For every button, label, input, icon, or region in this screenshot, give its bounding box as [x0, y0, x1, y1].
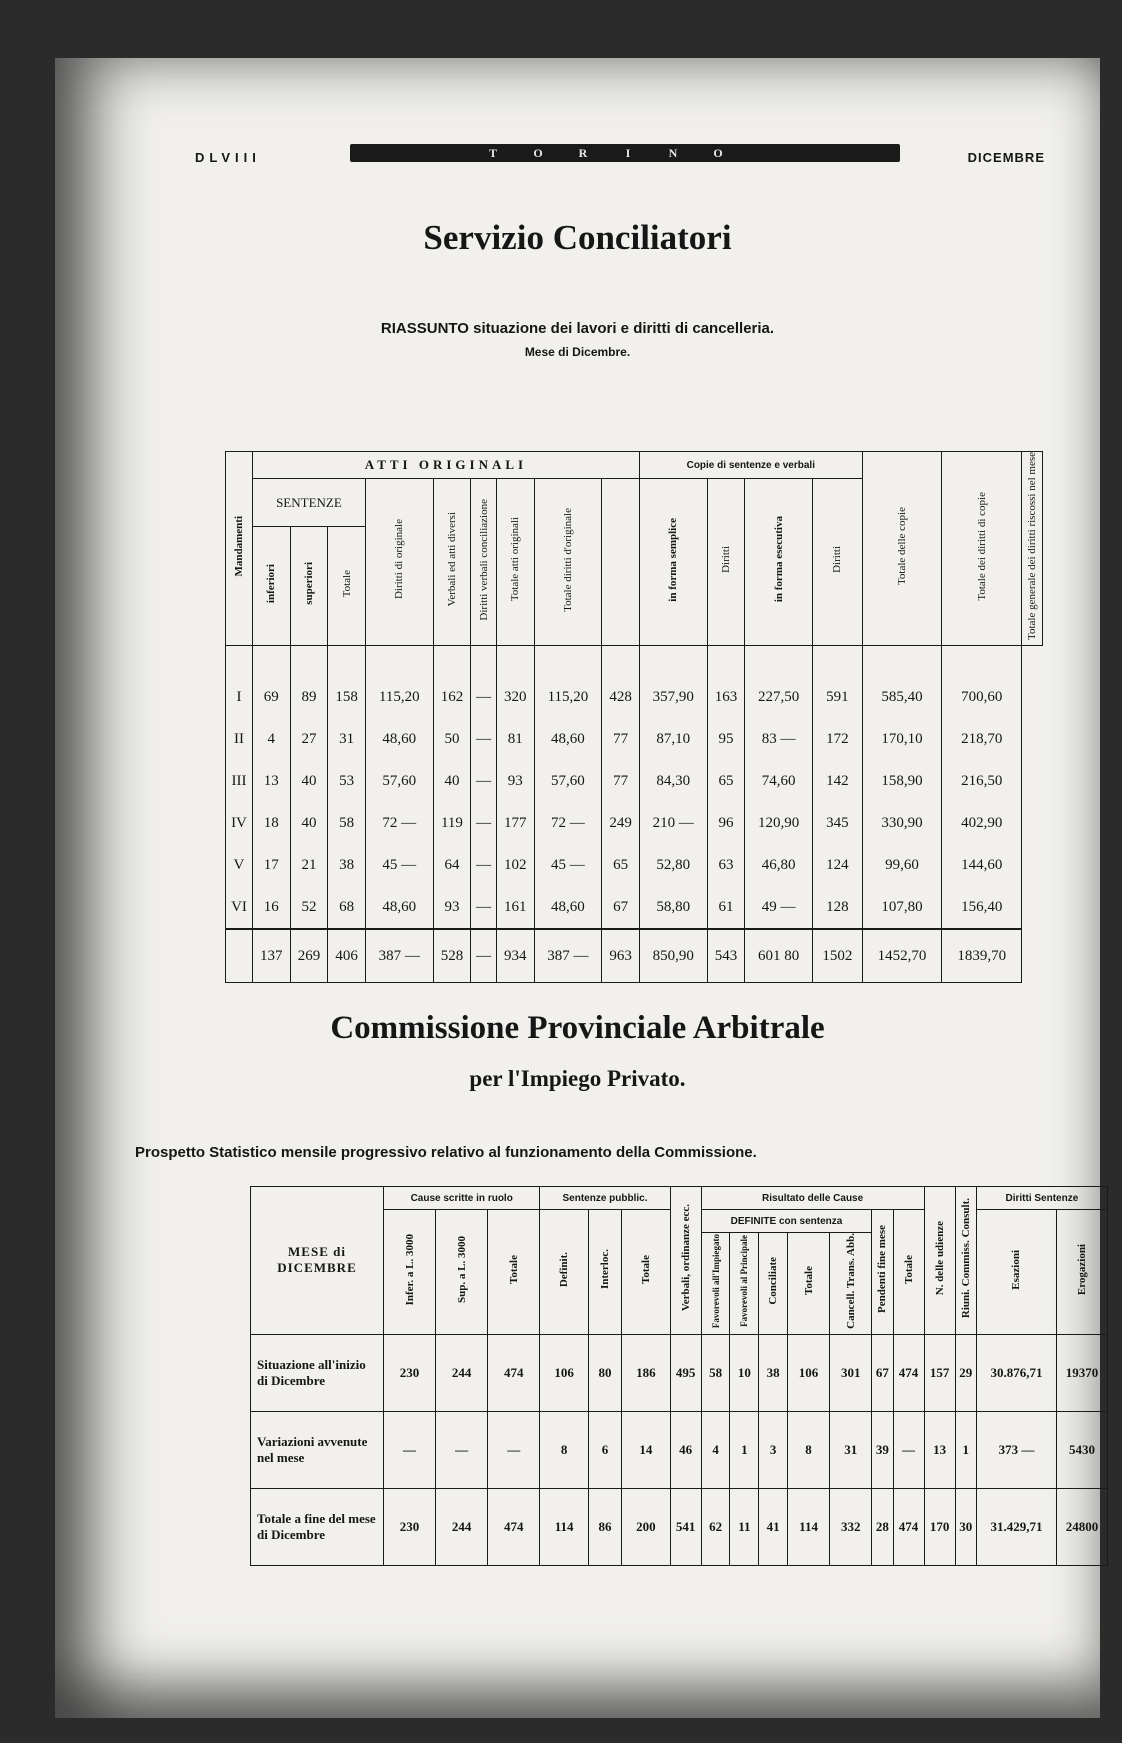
table-cell: 8 — [540, 1411, 589, 1488]
table-cell: 177 — [496, 802, 534, 844]
table-cell: 29 — [955, 1334, 976, 1411]
total-cell — [226, 929, 253, 983]
table-cell: 11 — [730, 1488, 759, 1565]
table-cell: 216,50 — [942, 760, 1022, 802]
group-header-definite: DEFINITE con sentenza — [701, 1210, 872, 1233]
table-cell: 62 — [701, 1488, 730, 1565]
table-row — [226, 646, 1043, 719]
table-cell: 128 — [812, 886, 862, 929]
empty-col — [602, 479, 640, 646]
section-title: Commissione Provinciale Arbitrale — [330, 1010, 825, 1046]
total-cell: 1452,70 — [862, 929, 942, 983]
total-cell: — — [471, 929, 497, 983]
totals-row — [226, 929, 1043, 983]
table-cell: 124 — [812, 844, 862, 886]
mandamento-cell: VI — [226, 886, 253, 929]
table-cell: 428 — [602, 646, 640, 719]
table-row — [226, 844, 1043, 886]
table-cell: 144,60 — [942, 844, 1022, 886]
summary-month: Mese di Dicembre. — [524, 345, 631, 359]
summary-heading: RIASSUNTO situazione dei lavori e diritti di cancelleria. — [380, 320, 775, 337]
table-cell: 41 — [759, 1488, 788, 1565]
table-cell: 58,80 — [639, 886, 707, 929]
mandamento-cell: I — [226, 646, 253, 719]
col-header: Diritti — [707, 479, 745, 646]
table-cell: 28 — [872, 1488, 893, 1565]
total-cell: 387 — — [534, 929, 602, 983]
table-cell: — — [436, 1411, 488, 1488]
table-cell: 585,40 — [862, 646, 942, 719]
table-cell: 38 — [328, 844, 366, 886]
total-cell: 406 — [328, 929, 366, 983]
table-cell: 115,20 — [365, 646, 433, 719]
table-cell: 14 — [622, 1411, 671, 1488]
table-cell: 31.429,71 — [976, 1488, 1056, 1565]
table-cell: 249 — [602, 802, 640, 844]
table-cell: 17 — [252, 844, 290, 886]
table-cell: 84,30 — [639, 760, 707, 802]
table-cell: 119 — [433, 802, 471, 844]
table-row — [251, 1411, 1108, 1488]
table-cell: 24800 — [1057, 1488, 1108, 1565]
page-number: DLVIII — [195, 150, 261, 165]
table-cell: 40 — [290, 760, 328, 802]
table-cell: 52,80 — [639, 844, 707, 886]
table-cell: 65 — [602, 844, 640, 886]
total-cell: 1839,70 — [942, 929, 1022, 983]
table-cell: 10 — [730, 1334, 759, 1411]
table-cell: 40 — [290, 802, 328, 844]
table-cell: 474 — [893, 1488, 924, 1565]
table-cell: 39 — [872, 1411, 893, 1488]
table-cell: 48,60 — [365, 886, 433, 929]
table-cell: 373 — — [976, 1411, 1056, 1488]
table-cell: 48,60 — [534, 886, 602, 929]
col-header: Totale atti originali — [496, 479, 534, 646]
table-row — [251, 1334, 1108, 1411]
table-cell: 114 — [787, 1488, 829, 1565]
table-cell: 157 — [924, 1334, 955, 1411]
col-header: Cancell. Trans. Abb. — [830, 1233, 872, 1335]
table-row — [226, 718, 1043, 760]
table-cell: 244 — [436, 1334, 488, 1411]
group-header-sentenze: Sentenze pubblic. — [540, 1187, 670, 1210]
col-header: Diritti verbali conciliazione — [471, 479, 497, 646]
col-header: Totale — [328, 527, 366, 646]
mandamento-cell: III — [226, 760, 253, 802]
col-header: Verbali, ordinanze ecc. — [670, 1187, 701, 1335]
table-cell: 31 — [830, 1411, 872, 1488]
table-cell: — — [384, 1411, 436, 1488]
table-cell: 72 — — [365, 802, 433, 844]
table-cell: 53 — [328, 760, 366, 802]
table-cell: 170 — [924, 1488, 955, 1565]
stats-heading: Prospetto Statistico mensile progressivo relativo al funzionamento della Commissione. — [135, 1144, 757, 1161]
table-cell: 13 — [924, 1411, 955, 1488]
col-header: Totale — [622, 1210, 671, 1335]
table-cell: 96 — [707, 802, 745, 844]
table-cell: 61 — [707, 886, 745, 929]
table-cell: 474 — [488, 1334, 540, 1411]
total-cell: 1502 — [812, 929, 862, 983]
section-title: Servizio Conciliatori — [423, 218, 732, 257]
table-cell: 30.876,71 — [976, 1334, 1056, 1411]
table-cell: 16 — [252, 886, 290, 929]
table-cell: 52 — [290, 886, 328, 929]
ornament-letter: R — [578, 146, 588, 160]
col-header: Infer. a L. 3000 — [384, 1210, 436, 1335]
table-cell: 244 — [436, 1488, 488, 1565]
table-cell: 87,10 — [639, 718, 707, 760]
table-cell: — — [471, 718, 497, 760]
table-cell: 74,60 — [745, 760, 813, 802]
col-header: inferiori — [252, 527, 290, 646]
table-cell: — — [893, 1411, 924, 1488]
total-cell: 137 — [252, 929, 290, 983]
table-cell: 48,60 — [365, 718, 433, 760]
table-cell: 58 — [701, 1334, 730, 1411]
table-cell: 6 — [588, 1411, 621, 1488]
table-cell: 402,90 — [942, 802, 1022, 844]
col-header: Conciliate — [759, 1233, 788, 1335]
col-header: Pendenti fine mese — [872, 1210, 893, 1335]
table-cell: 67 — [872, 1334, 893, 1411]
col-header: Favorevoli al Principale — [730, 1233, 759, 1335]
col-header: Totale diritti d'originale — [534, 479, 602, 646]
total-cell: 387 — — [365, 929, 433, 983]
total-cell: 269 — [290, 929, 328, 983]
table-cell: 156,40 — [942, 886, 1022, 929]
table-cell: 591 — [812, 646, 862, 719]
table-cell: 65 — [707, 760, 745, 802]
conciliatori-table — [225, 451, 1043, 983]
table-cell: 330,90 — [862, 802, 942, 844]
table-cell: 474 — [893, 1334, 924, 1411]
table-cell: — — [471, 760, 497, 802]
group-header-diritti: Diritti Sentenze — [976, 1187, 1107, 1210]
table-cell: 45 — — [365, 844, 433, 886]
table-cell: 57,60 — [365, 760, 433, 802]
col-header: in forma semplice — [639, 479, 707, 646]
table-cell: 158 — [328, 646, 366, 719]
col-header: Totale — [488, 1210, 540, 1335]
group-header-risultato: Risultato delle Cause — [701, 1187, 924, 1210]
table-row — [226, 802, 1043, 844]
table-cell: 69 — [252, 646, 290, 719]
table-cell: 13 — [252, 760, 290, 802]
table-cell: 230 — [384, 1334, 436, 1411]
table-cell: 114 — [540, 1488, 589, 1565]
ornament-letter: T — [488, 146, 497, 160]
table-cell: 89 — [290, 646, 328, 719]
col-header: Interloc. — [588, 1210, 621, 1335]
mese-header: MESE di DICEMBRE — [251, 1187, 384, 1335]
table-cell: 1 — [955, 1411, 976, 1488]
col-header: in forma esecutiva — [745, 479, 813, 646]
table-cell: 230 — [384, 1488, 436, 1565]
table-cell: 332 — [830, 1488, 872, 1565]
table-cell: 46 — [670, 1411, 701, 1488]
table-cell: 99,60 — [862, 844, 942, 886]
table-cell: 474 — [488, 1488, 540, 1565]
table-cell: 72 — — [534, 802, 602, 844]
col-header: Sup. a L. 3000 — [436, 1210, 488, 1335]
col-header: Totale delle copie — [862, 452, 942, 646]
table-cell: 68 — [328, 886, 366, 929]
table-cell: 5430 — [1057, 1411, 1108, 1488]
table-cell: 102 — [496, 844, 534, 886]
total-cell: 528 — [433, 929, 471, 983]
ornament-letter: O — [533, 146, 543, 160]
group-header-cause: Cause scritte in ruolo — [384, 1187, 540, 1210]
col-header: Mandamenti — [226, 452, 253, 646]
ornament-letter: I — [625, 146, 631, 160]
table-cell: 4 — [701, 1411, 730, 1488]
table-cell: 30 — [955, 1488, 976, 1565]
ornament-band — [350, 144, 900, 162]
total-cell: 934 — [496, 929, 534, 983]
table-cell: 320 — [496, 646, 534, 719]
col-header: Erogazioni — [1057, 1210, 1108, 1335]
col-header: Totale generale dei diritti riscossi nel mese — [1022, 452, 1043, 646]
section-subtitle: per l'Impiego Privato. — [469, 1066, 686, 1091]
table-cell: 8 — [787, 1411, 829, 1488]
col-header: N. delle udienze — [924, 1187, 955, 1335]
col-header: Esazioni — [976, 1210, 1056, 1335]
table-cell: 21 — [290, 844, 328, 886]
table-cell: 210 — — [639, 802, 707, 844]
col-header: Totale dei diritti di copie — [942, 452, 1022, 646]
table-cell: 81 — [496, 718, 534, 760]
table-cell: 106 — [540, 1334, 589, 1411]
table-cell: 93 — [496, 760, 534, 802]
table-cell: — — [471, 844, 497, 886]
table-cell: 67 — [602, 886, 640, 929]
table-cell: 95 — [707, 718, 745, 760]
table-cell: 162 — [433, 646, 471, 719]
table-cell: 170,10 — [862, 718, 942, 760]
row-label: Totale a fine del mese di Dicembre — [251, 1488, 384, 1565]
total-cell: 850,90 — [639, 929, 707, 983]
col-header: Totale — [893, 1210, 924, 1335]
table-cell: 86 — [588, 1488, 621, 1565]
table-cell: 18 — [252, 802, 290, 844]
table-cell: 57,60 — [534, 760, 602, 802]
col-header: Favorevoli all'Impiegato — [701, 1233, 730, 1335]
table-row — [226, 886, 1043, 929]
table-cell: 83 — — [745, 718, 813, 760]
document-page — [55, 58, 1100, 1718]
table-cell: 63 — [707, 844, 745, 886]
table-row — [251, 1488, 1108, 1565]
col-header: Diritti di originale — [365, 479, 433, 646]
total-cell: 543 — [707, 929, 745, 983]
table-cell: 120,90 — [745, 802, 813, 844]
col-header: Verbali ed atti diversi — [433, 479, 471, 646]
ornament-letter: N — [668, 146, 678, 160]
table-cell: — — [471, 886, 497, 929]
table-cell: 38 — [759, 1334, 788, 1411]
table-cell: 186 — [622, 1334, 671, 1411]
commissione-table — [250, 1186, 1108, 1566]
group-header-copie: Copie di sentenze e verbali — [639, 452, 862, 479]
table-cell: 31 — [328, 718, 366, 760]
table-cell: 27 — [290, 718, 328, 760]
col-header: Definit. — [540, 1210, 589, 1335]
table-cell: 93 — [433, 886, 471, 929]
mandamento-cell: IV — [226, 802, 253, 844]
table-cell: 64 — [433, 844, 471, 886]
table-cell: 45 — — [534, 844, 602, 886]
table-cell: 3 — [759, 1411, 788, 1488]
col-header: superiori — [290, 527, 328, 646]
table-cell: 40 — [433, 760, 471, 802]
table-cell: 541 — [670, 1488, 701, 1565]
table-cell: 50 — [433, 718, 471, 760]
table-cell: 200 — [622, 1488, 671, 1565]
table-cell: 1 — [730, 1411, 759, 1488]
group-header-sentenze: SENTENZE — [252, 479, 365, 527]
table-cell: 345 — [812, 802, 862, 844]
table-cell: 19370 — [1057, 1334, 1108, 1411]
table-cell: 46,80 — [745, 844, 813, 886]
table-cell: 142 — [812, 760, 862, 802]
table-cell: — — [471, 802, 497, 844]
col-header: Totale — [787, 1233, 829, 1335]
running-month: DICEMBRE — [967, 150, 1045, 165]
table-cell: 218,70 — [942, 718, 1022, 760]
table-cell: 495 — [670, 1334, 701, 1411]
table-cell: 158,90 — [862, 760, 942, 802]
table-cell: 301 — [830, 1334, 872, 1411]
mandamento-cell: V — [226, 844, 253, 886]
table-cell: — — [471, 646, 497, 719]
table-row — [226, 760, 1043, 802]
table-cell: 357,90 — [639, 646, 707, 719]
table-cell: 48,60 — [534, 718, 602, 760]
table-cell: 163 — [707, 646, 745, 719]
total-cell: 601 80 — [745, 929, 813, 983]
mandamento-cell: II — [226, 718, 253, 760]
col-header: Diritti — [812, 479, 862, 646]
table-cell: 80 — [588, 1334, 621, 1411]
table-cell: 106 — [787, 1334, 829, 1411]
table-cell: 115,20 — [534, 646, 602, 719]
table-cell: 4 — [252, 718, 290, 760]
table-cell: 700,60 — [942, 646, 1022, 719]
table-cell: 77 — [602, 760, 640, 802]
table-cell: 77 — [602, 718, 640, 760]
table-cell: 227,50 — [745, 646, 813, 719]
group-header-atti: ATTI ORIGINALI — [252, 452, 639, 479]
total-cell: 963 — [602, 929, 640, 983]
row-label: Situazione all'inizio di Dicembre — [251, 1334, 384, 1411]
table-cell: 161 — [496, 886, 534, 929]
ornament-letter: O — [713, 146, 723, 160]
table-cell: — — [488, 1411, 540, 1488]
col-header: Riuni. Commiss. Consult. — [955, 1187, 976, 1335]
table-cell: 49 — — [745, 886, 813, 929]
table-cell: 172 — [812, 718, 862, 760]
table-cell: 107,80 — [862, 886, 942, 929]
table-cell: 58 — [328, 802, 366, 844]
row-label: Variazioni avvenute nel mese — [251, 1411, 384, 1488]
